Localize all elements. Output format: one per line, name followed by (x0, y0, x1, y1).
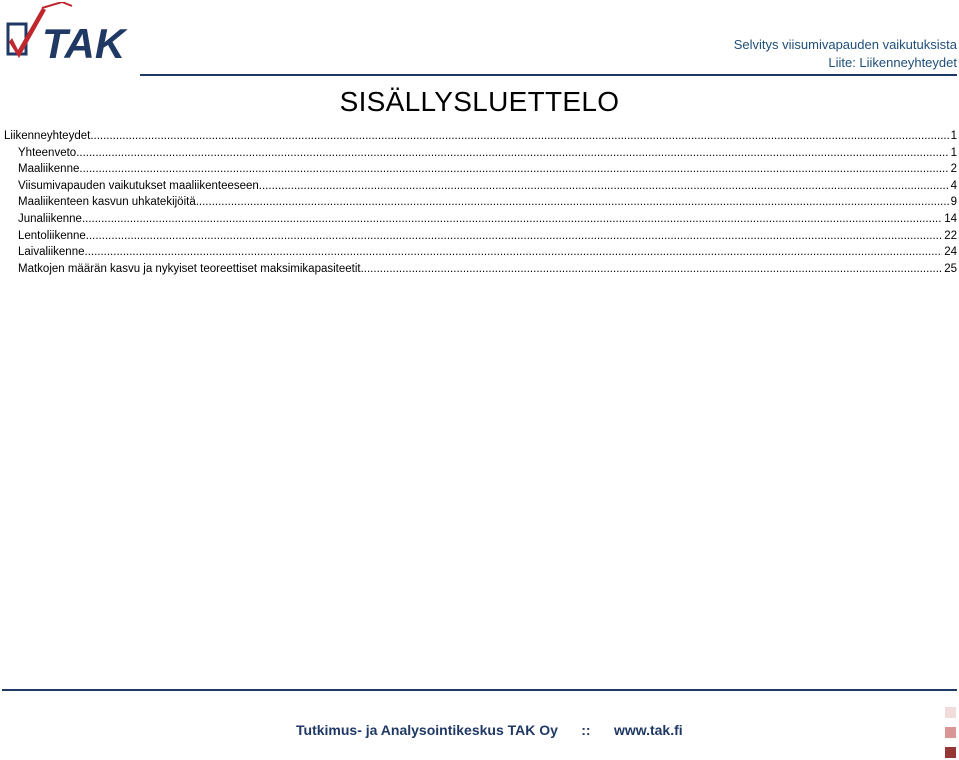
toc-entry-page: 4 (950, 179, 957, 192)
document-subtitle: Liite: Liikenneyhteydet (828, 55, 957, 70)
toc-entry-page: 25 (944, 262, 957, 275)
toc-entry-page: 2 (950, 163, 957, 176)
toc-entry-page: 14 (944, 212, 957, 225)
toc-dot-leader (86, 228, 942, 245)
toc-entry-text: Liikenneyhteydet (4, 130, 91, 142)
footer-url[interactable]: www.tak.fi (613, 722, 683, 738)
toc-title: SISÄLLYSLUETTELO (339, 86, 620, 117)
table-of-contents (4, 128, 957, 277)
footer (296, 722, 683, 738)
toc-entry-text: Laivaliikenne (18, 246, 85, 259)
toc-dot-leader (259, 178, 949, 195)
footer-square-light (945, 707, 956, 718)
toc-entry-page: 9 (950, 196, 957, 209)
toc-entry[interactable] (4, 228, 957, 245)
svg-text:TAK: TAK (42, 20, 126, 62)
toc-dot-leader (85, 244, 943, 261)
toc-entry[interactable] (4, 161, 957, 178)
footer-org: Tutkimus- ja Analysointikeskus TAK Oy (296, 722, 558, 738)
footer-square-dark (945, 747, 956, 758)
toc-dot-leader (90, 128, 948, 145)
toc-entry[interactable] (4, 261, 957, 278)
toc-entry-text: Maaliikenne (18, 163, 80, 176)
toc-entry-text: Junaliikenne (18, 212, 82, 225)
toc-dot-leader (196, 194, 949, 211)
toc-dot-leader (79, 161, 948, 178)
toc-entry[interactable] (4, 178, 957, 195)
toc-entry-text: Yhteenveto (18, 146, 77, 159)
document-title: Selvitys viisumivapauden vaikutuksista (733, 37, 957, 52)
toc-entry-page: 1 (950, 146, 957, 159)
toc-entry-page: 24 (944, 246, 957, 259)
document-header (734, 36, 957, 72)
toc-dot-leader (82, 211, 942, 228)
toc-dot-leader (76, 145, 948, 162)
toc-entry-text: Matkojen määrän kasvu ja nykyiset teoreettiset maksimikapasiteetit (18, 262, 361, 275)
footer-separator: :: (581, 722, 591, 738)
toc-entry[interactable] (4, 128, 957, 145)
toc-entry[interactable] (4, 145, 957, 162)
footer-square-medium (945, 727, 956, 738)
toc-entry[interactable] (4, 194, 957, 211)
toc-entry-page: 22 (944, 229, 957, 242)
toc-entry[interactable] (4, 211, 957, 228)
tak-logo (2, 2, 142, 62)
toc-entry-page: 1 (950, 130, 957, 142)
toc-entry-text: Maaliikenteen kasvun uhkatekijöitä (18, 196, 196, 209)
header-divider (140, 74, 957, 76)
toc-entry[interactable] (4, 244, 957, 261)
toc-entry-text: Viisumivapauden vaikutukset maaliikenteeseen (18, 179, 259, 192)
toc-entry-text: Lentoliikenne (18, 229, 86, 242)
footer-divider (2, 689, 957, 691)
toc-dot-leader (361, 261, 943, 278)
